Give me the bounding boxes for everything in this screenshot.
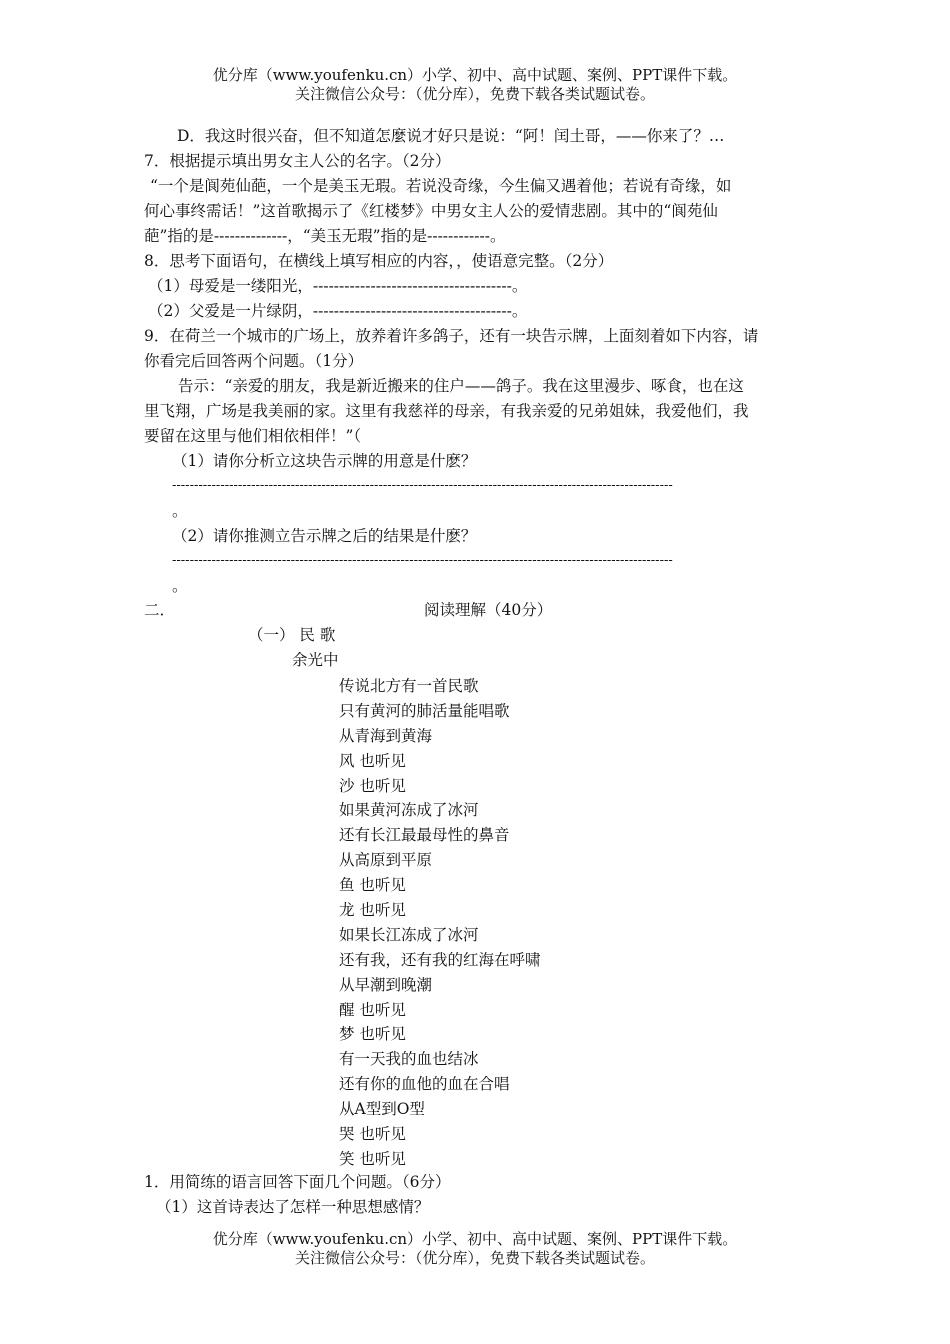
question-9-sub-1: （1）请你分析立这块告示牌的用意是什麽？ [172,452,477,470]
reading-question-1: 1．用简练的语言回答下面几个问题。（6分） [144,1173,451,1191]
poem-line: 还有你的血他的血在合唱 [339,1075,510,1094]
notice-text-3: 要留在这里与他们相依相伴！”（ [144,427,362,445]
answer-end-1: 。 [172,502,188,520]
section-title: 阅读理解（40分） [424,601,553,619]
notice-text-2: 里飞翔，广场是我美丽的家。这里有我慈祥的母亲，有我亲爱的兄弟姐妹，我爱他们，我 [144,402,749,420]
poem-line: 从A型到O型 [339,1100,425,1119]
answer-end-2: 。 [172,577,188,595]
header-line-1: 优分库（www.youfenku.cn）小学、初中、高中试题、案例、PPT课件下载。 [212,66,738,84]
poem-line: 传说北方有一首民歌 [339,677,479,695]
poem-line: 龙 也听见 [339,901,406,920]
poem-line: 如果长江冻成了冰河 [339,925,479,944]
header-line-2: 关注微信公众号：（优分库），免费下载各类试题试卷。 [294,85,655,103]
footer-line-2: 关注微信公众号：（优分库），免费下载各类试题试卷。 [294,1249,655,1267]
poem-line: 笑 也听见 [339,1149,406,1168]
poem-line: 如果黄河冻成了冰河 [339,801,479,820]
option-d-line: D．我这时很兴奋，但不知道怎麼说才好只是说：“阿！闰土哥，——你来了？… [177,127,725,145]
poem-line: 梦 也听见 [339,1025,406,1044]
page-footer [0,1230,950,1268]
answer-line-2: ------------------------------------------------------------------------------------------------------------------ [172,553,673,568]
poem-line: 从早潮到晚潮 [339,975,433,994]
question-7-text-2: 何心事终需话！”这首歌揭示了《红楼梦》中男女主人公的爱情悲剧。其中的“阆苑仙 [144,202,718,220]
poem [339,674,541,1172]
poem-line: 哭 也听见 [339,1125,406,1144]
question-8: 8．思考下面语句，在横线上填写相应的内容，，使语意完整。（2分） [144,252,614,270]
section-number: 二． [144,601,176,619]
question-8-item-1: （1）母爱是一缕阳光，--------------------------------------。 [148,277,528,295]
poem-author: 余光中 [292,651,339,669]
poem-line: 风 也听见 [339,751,406,770]
poem-line: 还有我，还有我的红海在呼啸 [339,950,541,969]
page-header [0,66,950,104]
question-9-cont: 你看完后回答两个问题。（1分） [144,352,364,370]
poem-heading: （一） 民 歌 [248,626,336,644]
poem-line: 有一天我的血也结冰 [339,1050,479,1069]
poem-line: 醒 也听见 [339,1000,406,1019]
poem-line: 只有黄河的肺活量能唱歌 [339,701,510,720]
answer-line-1: ------------------------------------------------------------------------------------------------------------------ [172,478,673,493]
question-9: 9．在荷兰一个城市的广场上，放养着许多鸽子，还有一块告示牌，上面刻着如下内容，请 [144,327,759,345]
question-9-sub-2: （2）请你推测立告示牌之后的结果是什麽？ [172,527,477,545]
poem-line: 从高原到平原 [339,851,433,870]
question-7: 7．根据提示填出男女主人公的名字。（2分） [144,152,451,170]
question-7-blanks: 葩”指的是--------------，“美玉无瑕”指的是------------。 [144,227,506,245]
footer-line-1: 优分库（www.youfenku.cn）小学、初中、高中试题、案例、PPT课件下载。 [212,1230,738,1248]
poem-line: 鱼 也听见 [339,876,406,895]
poem-line: 还有长江最最母性的鼻音 [339,826,510,845]
notice-text-1: 告示：“亲爱的朋友，我是新近搬来的住户——鸽子。我在这里漫步、啄食，也在这 [178,377,744,395]
question-7-text-1: “一个是阆苑仙葩，一个是美玉无瑕。若说没奇缘，今生偏又遇着他；若说有奇缘，如 [150,177,732,195]
question-8-item-2: （2）父爱是一片绿阴，--------------------------------------。 [148,302,528,320]
poem-line: 沙 也听见 [339,776,406,795]
reading-question-1-sub-1: （1）这首诗表达了怎样一种思想感情？ [156,1198,430,1216]
poem-line: 从青海到黄海 [339,726,433,745]
